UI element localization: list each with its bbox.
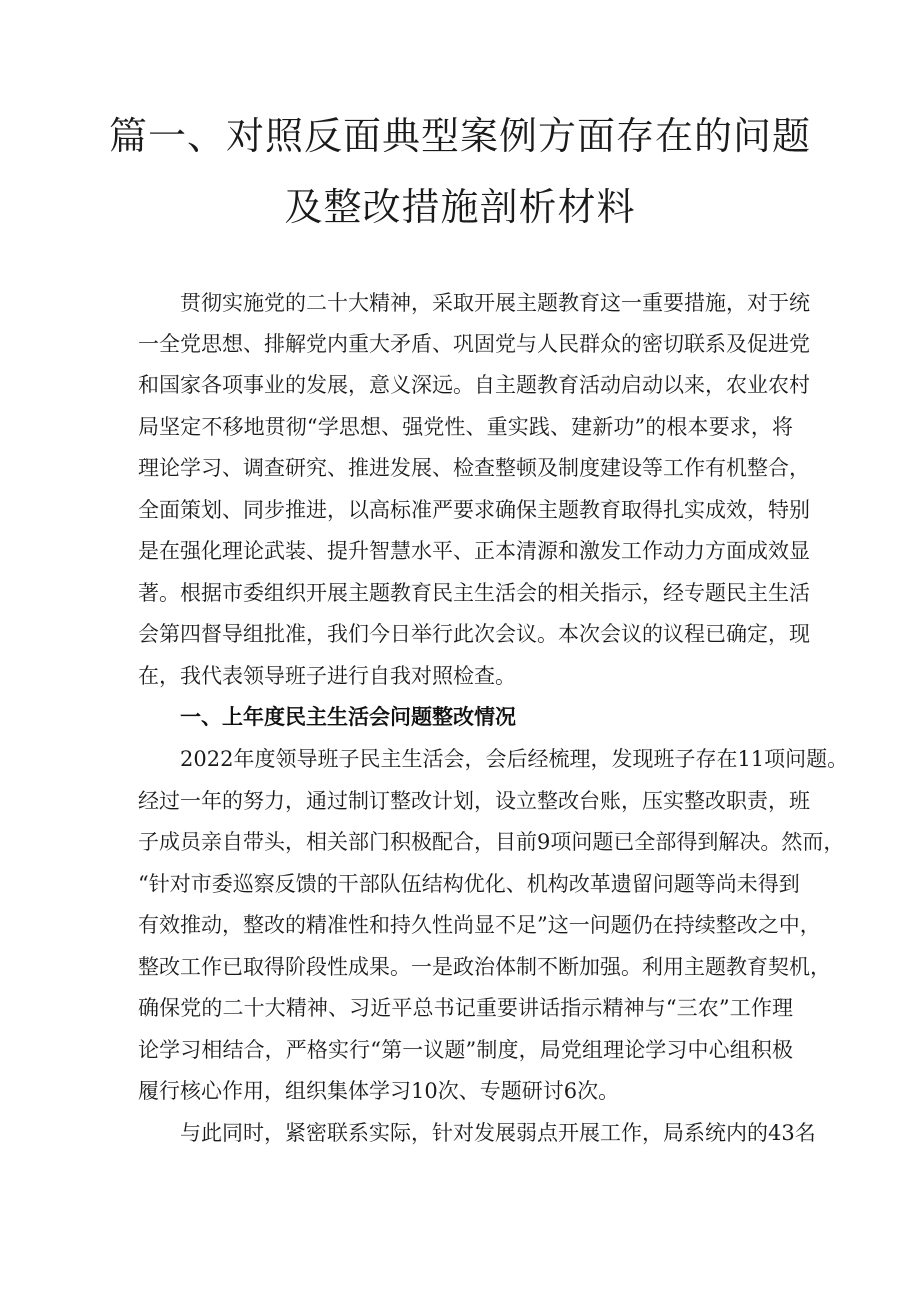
paragraph-line: “针对市委巡察反馈的干部队伍结构优化、机构改革遗留问题等尚未得到 [138,872,800,896]
paragraph-line: 局坚定不移地贯彻“学思想、强党性、重实践、建新功”的根本要求，将 [138,415,793,439]
paragraph-line: 和国家各项事业的发展，意义深远。自主题教育活动启动以来，农业农村 [138,373,810,397]
paragraph-line: 贯彻实施党的二十大精神，采取开展主题教育这一重要措施，对于统 [180,291,810,315]
paragraph-line: 是在强化理论武装、提升智慧水平、正本清源和激发工作动力方面成效显 [138,539,810,563]
document-title-line-1: 篇一、对照反面典型案例方面存在的问题 [108,114,811,158]
paragraph-line: 履行核心作用，组织集体学习10次、专题研讨6次。 [138,1079,620,1103]
paragraph-line: 经过一年的努力，通过制订整改计划，设立整改台账，压实整改职责，班 [138,789,810,813]
paragraph-line: 一全党思想、排解党内重大矛盾、巩固党与人民群众的密切联系及促进党 [138,332,810,356]
paragraph-line: 整改工作已取得阶段性成果。一是政治体制不断加强。利用主题教育契机， [138,955,831,979]
paragraph-line: 子成员亲自带头，相关部门积极配合，目前9项问题已全部得到解决。然而， [138,830,845,854]
paragraph-line: 会第四督导组批准，我们今日举行此次会议。本次会议的议程已确定，现 [138,622,810,646]
paragraph-line: 理论学习、调查研究、推进发展、检查整顿及制度建设等工作有机整合， [138,456,810,480]
paragraph-line: 著。根据市委组织开展主题教育民主生活会的相关指示，经专题民主生活 [138,581,810,605]
paragraph-line: 全面策划、同步推进，以高标准严要求确保主题教育取得扎实成效，特别 [138,498,810,522]
paragraph-line: 有效推动，整改的精准性和持久性尚显不足”这一问题仍在持续整改之中， [138,913,821,937]
paragraph-line: 确保党的二十大精神、习近平总书记重要讲话指示精神与“三农”工作理 [138,996,793,1020]
paragraph-line: 论学习相结合，严格实行“第一议题”制度，局党组理论学习中心组积极 [138,1038,793,1062]
paragraph-line: 2022年度领导班子民主生活会，会后经梳理，发现班子存在11项问题。 [180,747,849,771]
paragraph-line: 与此同时，紧密联系实际，针对发展弱点开展工作，局系统内的43名 [180,1121,816,1145]
paragraph-line: 在，我代表领导班子进行自我对照检查。 [138,664,516,688]
section-heading: 一、上年度民主生活会问题整改情况 [180,705,516,729]
document-title-line-2: 及整改措施剖析材料 [284,185,636,229]
